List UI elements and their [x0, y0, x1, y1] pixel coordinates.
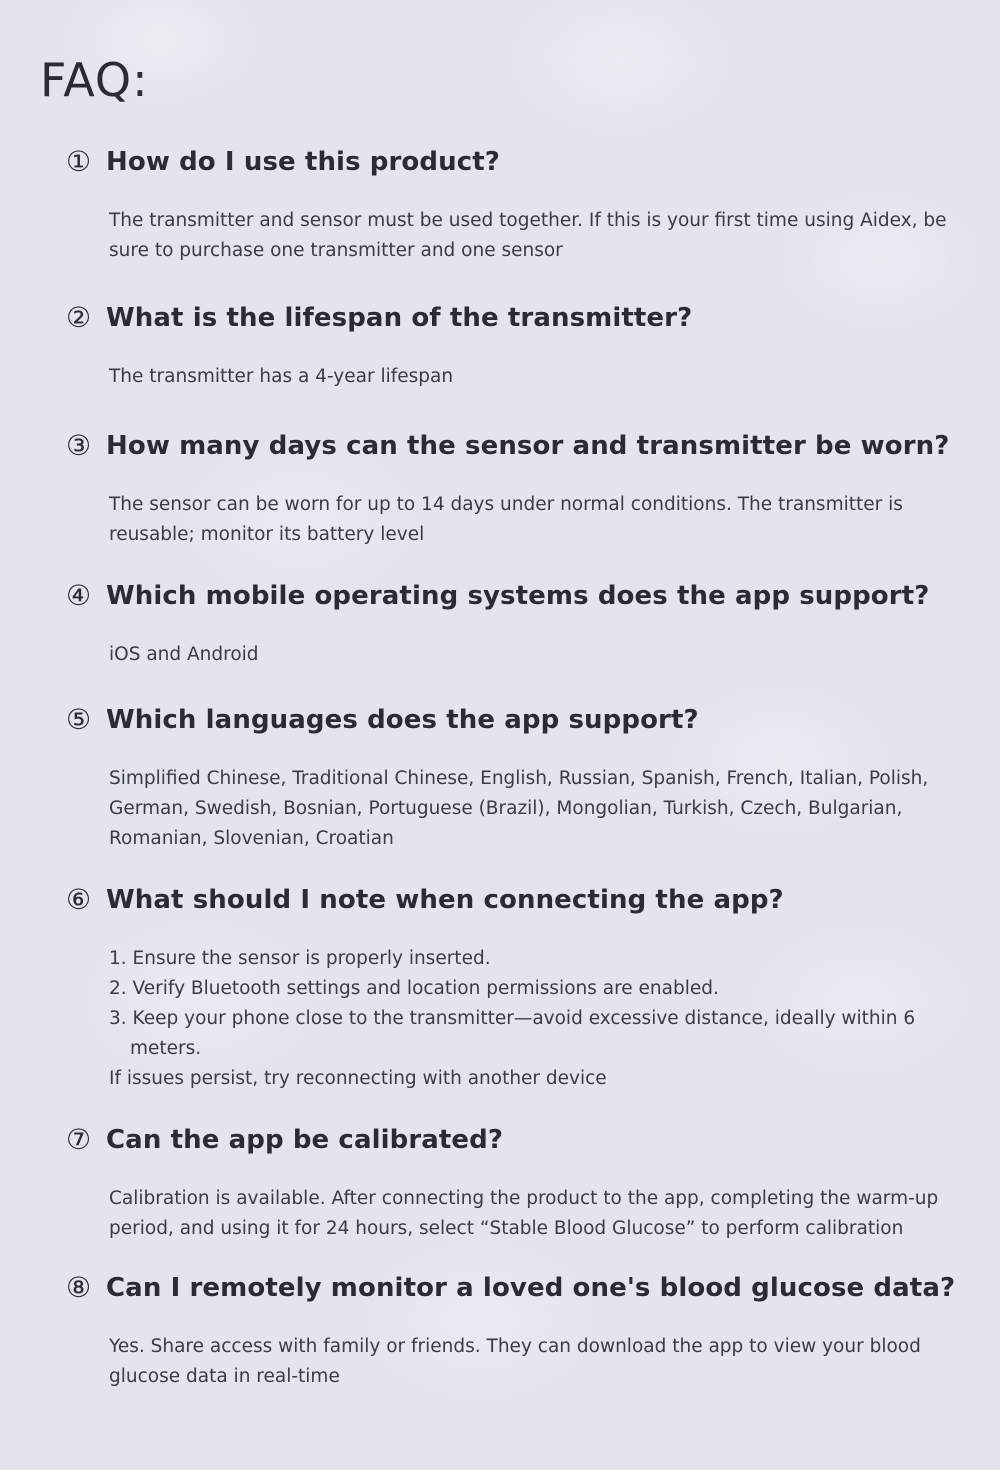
faq-question [66, 880, 976, 920]
faq-answer [109, 764, 969, 854]
faq-answer [109, 1184, 969, 1244]
answer-text: iOS and Android [109, 644, 259, 665]
faq-item-3 [66, 426, 976, 550]
faq-item-7 [66, 1120, 976, 1244]
faq-question [66, 1120, 976, 1160]
faq-question [66, 142, 976, 182]
faq-item-6 [66, 880, 976, 1094]
faq-item-4 [66, 576, 976, 670]
question-text: What should I note when connecting the app? [106, 885, 784, 915]
question-text: Which mobile operating systems does the app support? [106, 581, 930, 611]
question-number: ③ [66, 429, 92, 462]
faq-question [66, 426, 976, 466]
answer-text: If issues persist, try reconnecting with another device [109, 1068, 607, 1089]
list-item: 1. Ensure the sensor is properly inserted. [109, 948, 491, 969]
question-text: Which languages does the app support? [106, 705, 699, 735]
question-number: ⑦ [66, 1123, 92, 1156]
question-number: ⑧ [66, 1271, 92, 1304]
faq-question [66, 700, 976, 740]
answer-text: The transmitter and sensor must be used together. If this is your first time using Aidex, be sure to purchase one transmitter and one sensor [109, 210, 947, 261]
faq-item-5 [66, 700, 976, 854]
question-number: ④ [66, 579, 92, 612]
question-number: ⑤ [66, 703, 92, 736]
answer-text: Calibration is available. After connecting the product to the app, completing the warm-up period, and using it for 24 hours, select “Stable Blood Glucose” to perform calibration [109, 1188, 939, 1239]
faq-question [66, 298, 976, 338]
answer-text: Yes. Share access with family or friends. They can download the app to view your blood glucose data in real-time [109, 1336, 921, 1387]
answer-text: Simplified Chinese, Traditional Chinese, English, Russian, Spanish, French, Italian, Polish, German, Swedish, Bosnian, Portuguese (Brazil), Mongolian, Turkish, Czech, Bulgarian, Romanian, Slovenian, Croatian [109, 768, 929, 849]
list-item: 3. Keep your phone close to the transmitter—avoid excessive distance, ideally within 6 meters. [109, 1008, 916, 1059]
question-text: How do I use this product? [106, 147, 500, 177]
faq-question [66, 576, 976, 616]
page-title: FAQ: [40, 53, 149, 107]
question-number: ② [66, 301, 92, 334]
faq-answer [109, 490, 969, 550]
steps-list [109, 944, 969, 1064]
faq-answer [109, 944, 969, 1094]
faq-answer [109, 640, 969, 670]
question-text: How many days can the sensor and transmitter be worn? [106, 431, 950, 461]
list-item: 2. Verify Bluetooth settings and location permissions are enabled. [109, 978, 719, 999]
question-number: ⑥ [66, 883, 92, 916]
question-number: ① [66, 145, 92, 178]
question-text: What is the lifespan of the transmitter? [106, 303, 693, 333]
faq-item-8 [66, 1268, 976, 1392]
faq-answer [109, 206, 969, 266]
answer-text: The transmitter has a 4-year lifespan [109, 366, 454, 387]
faq-answer [109, 362, 969, 392]
question-text: Can the app be calibrated? [106, 1125, 504, 1155]
faq-item-1 [66, 142, 976, 266]
faq-answer [109, 1332, 969, 1392]
answer-text: The sensor can be worn for up to 14 days under normal conditions. The transmitter is reusable; monitor its battery level [109, 494, 903, 545]
faq-item-2 [66, 298, 976, 392]
question-text: Can I remotely monitor a loved one's blood glucose data? [106, 1273, 956, 1303]
faq-question [66, 1268, 976, 1308]
